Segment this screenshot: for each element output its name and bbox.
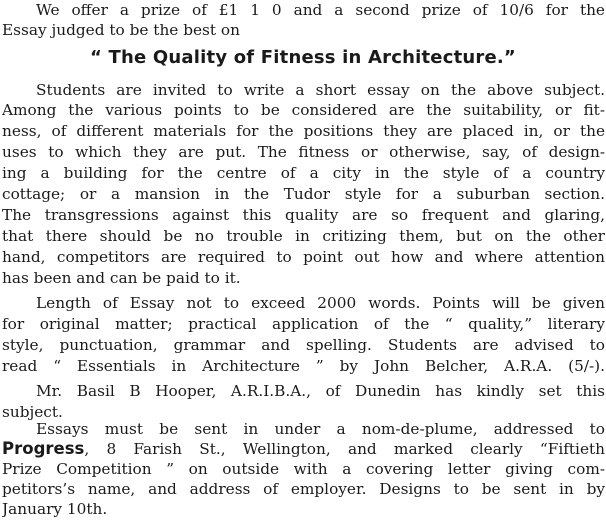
length-line-4: read “ Essentials in Architecture ” by John Belcher, A.R.A. (5/-).: [2, 357, 605, 375]
prize-notice-line-1: We offer a prize of £1 1 0 and a second prize of 10/6 for the: [36, 1, 605, 19]
subject-line-9: hand, competitors are required to point out how and where attention: [2, 248, 605, 266]
subject-line-5: ing a building for the centre of a city in the style of a country: [2, 164, 605, 182]
submission-line-3: Prize Competition ” on outside with a covering letter giving com-: [2, 460, 605, 478]
subject-line-1: Students are invited to write a short essay on the above subject.: [36, 81, 605, 99]
subject-line-4: uses to which they are put. The fitness or otherwise, say, of design-: [2, 143, 605, 161]
submission-line-2: [2, 439, 605, 459]
prize-notice-line-2: Essay judged to be the best on: [2, 21, 240, 39]
progress-publication-name: Progress: [2, 439, 85, 458]
setter-line-2: subject.: [2, 403, 63, 421]
subject-line-2: Among the various points to be considered are the suitability, or fit-: [2, 101, 605, 119]
submission-line-4: petitors’s name, and address of employer. Designs to be sent in by: [2, 480, 605, 498]
subject-line-6: cottage; or a mansion in the Tudor style for a suburban section.: [2, 185, 605, 203]
submission-line-1: Essays must be sent in under a nom-de-plume, addressed to: [36, 420, 605, 438]
subject-line-3: ness, of different materials for the positions they are placed in, or the: [2, 122, 605, 140]
length-line-1: Length of Essay not to exceed 2000 words. Points will be given: [36, 294, 605, 312]
submission-address: , 8 Farish St., Wellington, and marked clearly “Fiftieth: [84, 440, 605, 458]
subject-line-10: has been and can be paid to it.: [2, 269, 241, 287]
subject-line-8: that there should be no trouble in critizing them, but on the other: [2, 227, 605, 245]
submission-line-5: January 10th.: [2, 500, 108, 518]
subject-line-7: The transgressions against this quality are so frequent and glaring,: [2, 206, 605, 224]
length-line-3: style, punctuation, grammar and spelling. Students are advised to: [2, 336, 605, 354]
length-line-2: for original matter; practical application of the “ quality,” literary: [2, 315, 605, 333]
essay-title: “ The Quality of Fitness in Architecture.”: [90, 47, 516, 68]
setter-line-1: Mr. Basil B Hooper, A.R.I.B.A., of Dunedin has kindly set this: [36, 382, 605, 400]
